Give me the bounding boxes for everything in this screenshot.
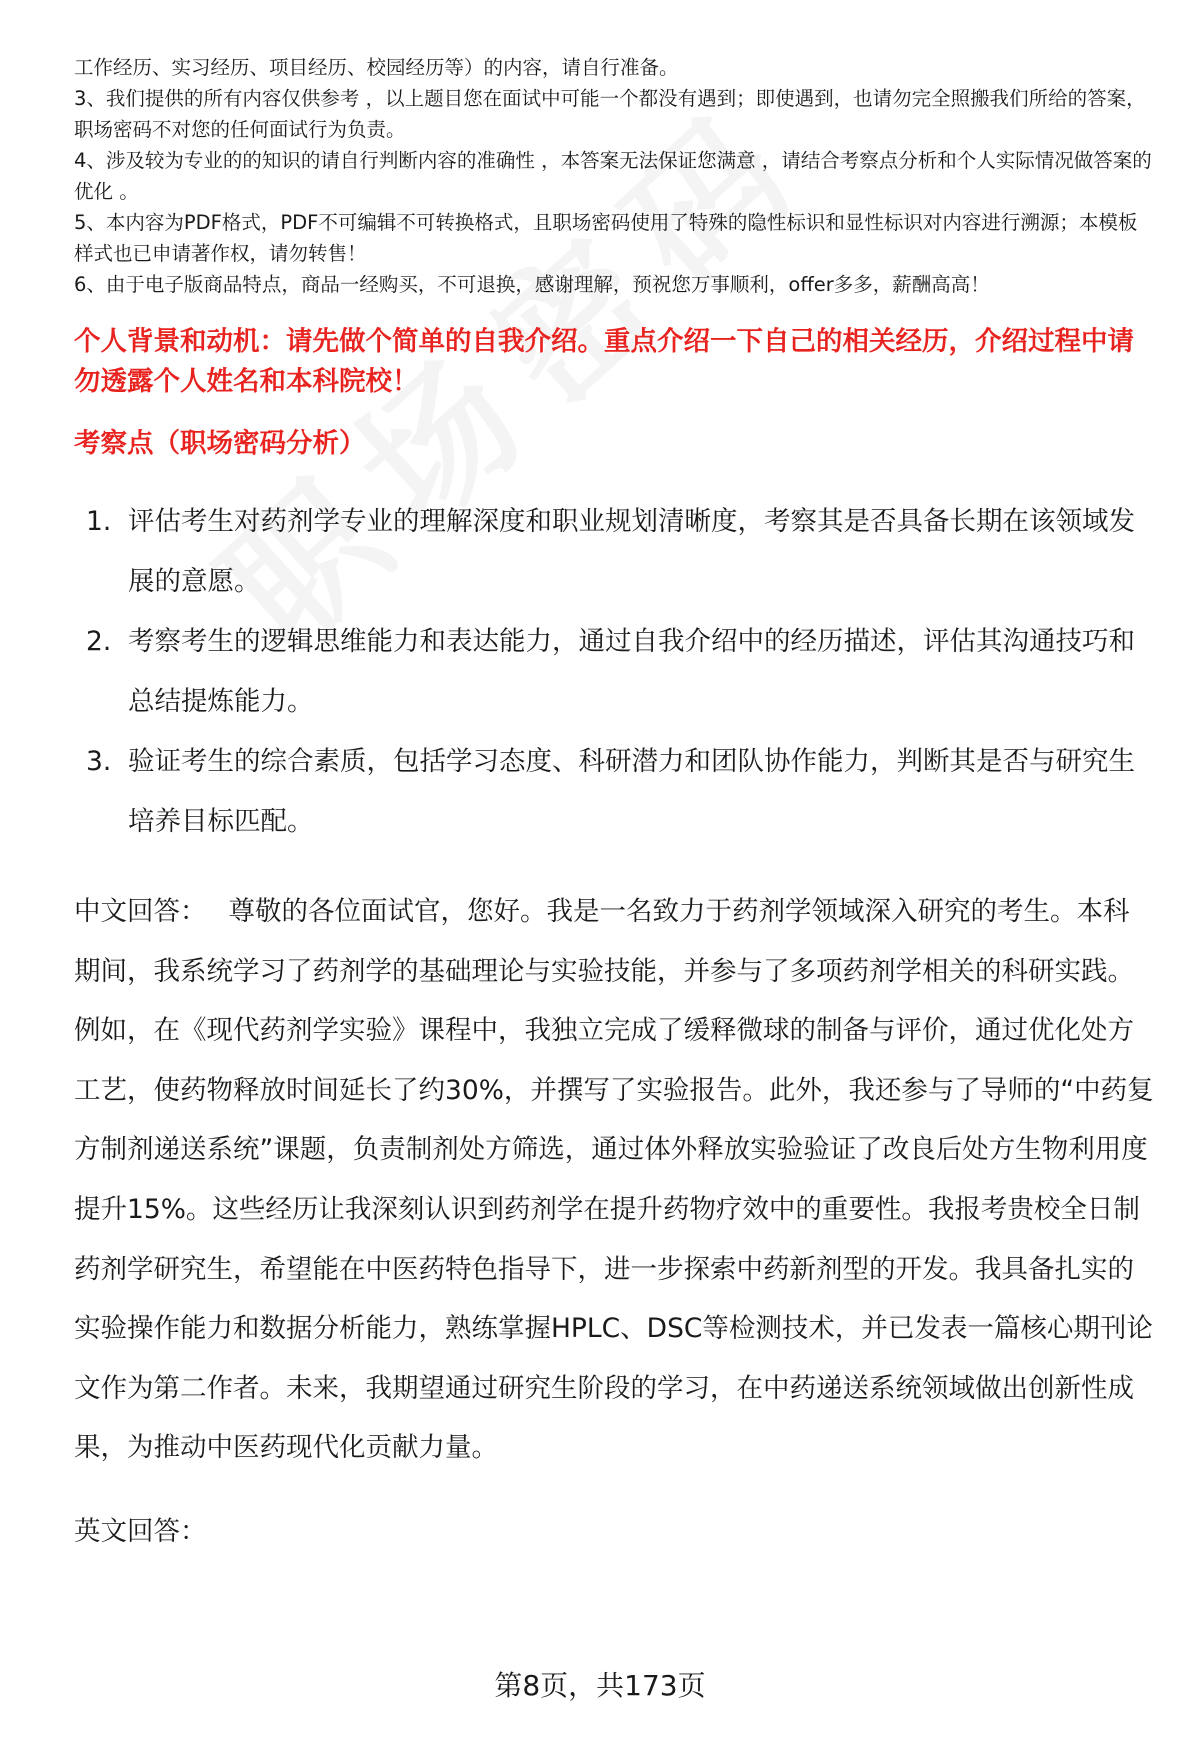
notes-section <box>74 52 1154 300</box>
list-item-number: 3. <box>86 746 112 777</box>
page-content <box>74 52 1154 1552</box>
list-item <box>74 732 1154 852</box>
list-item-number: 2. <box>86 626 112 657</box>
list-item <box>74 492 1154 612</box>
list-item-text: 验证考生的综合素质，包括学习态度、科研潜力和团队协作能力，判断其是否与研究生培养目标匹配。 <box>128 746 1135 837</box>
list-item <box>74 612 1154 732</box>
note-line: 工作经历、实习经历、项目经历、校园经历等）的内容，请自行准备。 <box>74 56 679 79</box>
chinese-answer <box>74 882 1154 1478</box>
chinese-answer-text: 尊敬的各位面试官，您好。我是一名致力于药剂学领域深入研究的考生。本科期间，我系统学习了药剂学的基础理论与实验技能，并参与了多项药剂学相关的科研实践。例如，在《现代药剂学实验》课程中，我独立完成了缓释微球的制备与评价，通过优化处方工艺，使药物释放时间延长了约30%，并撰写了实验报告。此外，我还参与了导师的“中药复方制剂递送系统”课题，负责制剂处方筛选，通过体外释放实验验证了改良后处方生物利用度提升15%。这些经历让我深刻认识到药剂学在提升药物疗效中的重要性。我报考贵校全日制药剂学研究生，希望能在中医药特色指导下，进一步探索中药新剂型的开发。我具备扎实的实验操作能力和数据分析能力，熟练掌握HPLC、DSC等检测技术，并已发表一篇核心期刊论文作为第二作者。未来，我期望通过研究生阶段的学习，在中药递送系统领域做出创新性成果，为推动中医药现代化贡献力量。 <box>74 896 1154 1464</box>
list-item-text: 评估考生对药剂学专业的理解深度和职业规划清晰度，考察其是否具备长期在该领域发展的意愿。 <box>128 506 1135 597</box>
english-answer-label: 英文回答： <box>74 1515 207 1547</box>
question-heading: 个人背景和动机：请先做个简单的自我介绍。重点介绍一下自己的相关经历，介绍过程中请勿透露个人姓名和本科院校！ <box>74 326 1134 397</box>
note-line: 5、本内容为PDF格式，PDF不可编辑不可转换格式，且职场密码使用了特殊的隐性标识和显性标识对内容进行溯源；本模板样式也已申请著作权，请勿转售！ <box>74 211 1138 265</box>
page-number-footer: 第8页，共173页 <box>494 1669 706 1702</box>
section-title: 考察点（职场密码分析） <box>74 428 366 459</box>
list-item-number: 1. <box>86 506 112 537</box>
chinese-answer-label: 中文回答： <box>74 896 207 927</box>
list-item-text: 考察考生的逻辑思维能力和表达能力，通过自我介绍中的经历描述，评估其沟通技巧和总结提炼能力。 <box>128 626 1135 717</box>
note-line: 4、涉及较为专业的的知识的请自行判断内容的准确性 ，本答案无法保证您满意 ，请结合考察点分析和个人实际情况做答案的优化 。 <box>74 149 1152 203</box>
note-line: 3、我们提供的所有内容仅供参考 ，以上题目您在面试中可能一个都没有遇到；即使遇到，也请勿完全照搬我们所给的答案，职场密码不对您的任何面试行为负责。 <box>74 87 1146 141</box>
assessment-points-list <box>74 492 1154 852</box>
note-line: 6、由于电子版商品特点，商品一经购买，不可退换，感谢理解，预祝您万事顺利，offer多多，薪酬高高！ <box>74 273 990 296</box>
